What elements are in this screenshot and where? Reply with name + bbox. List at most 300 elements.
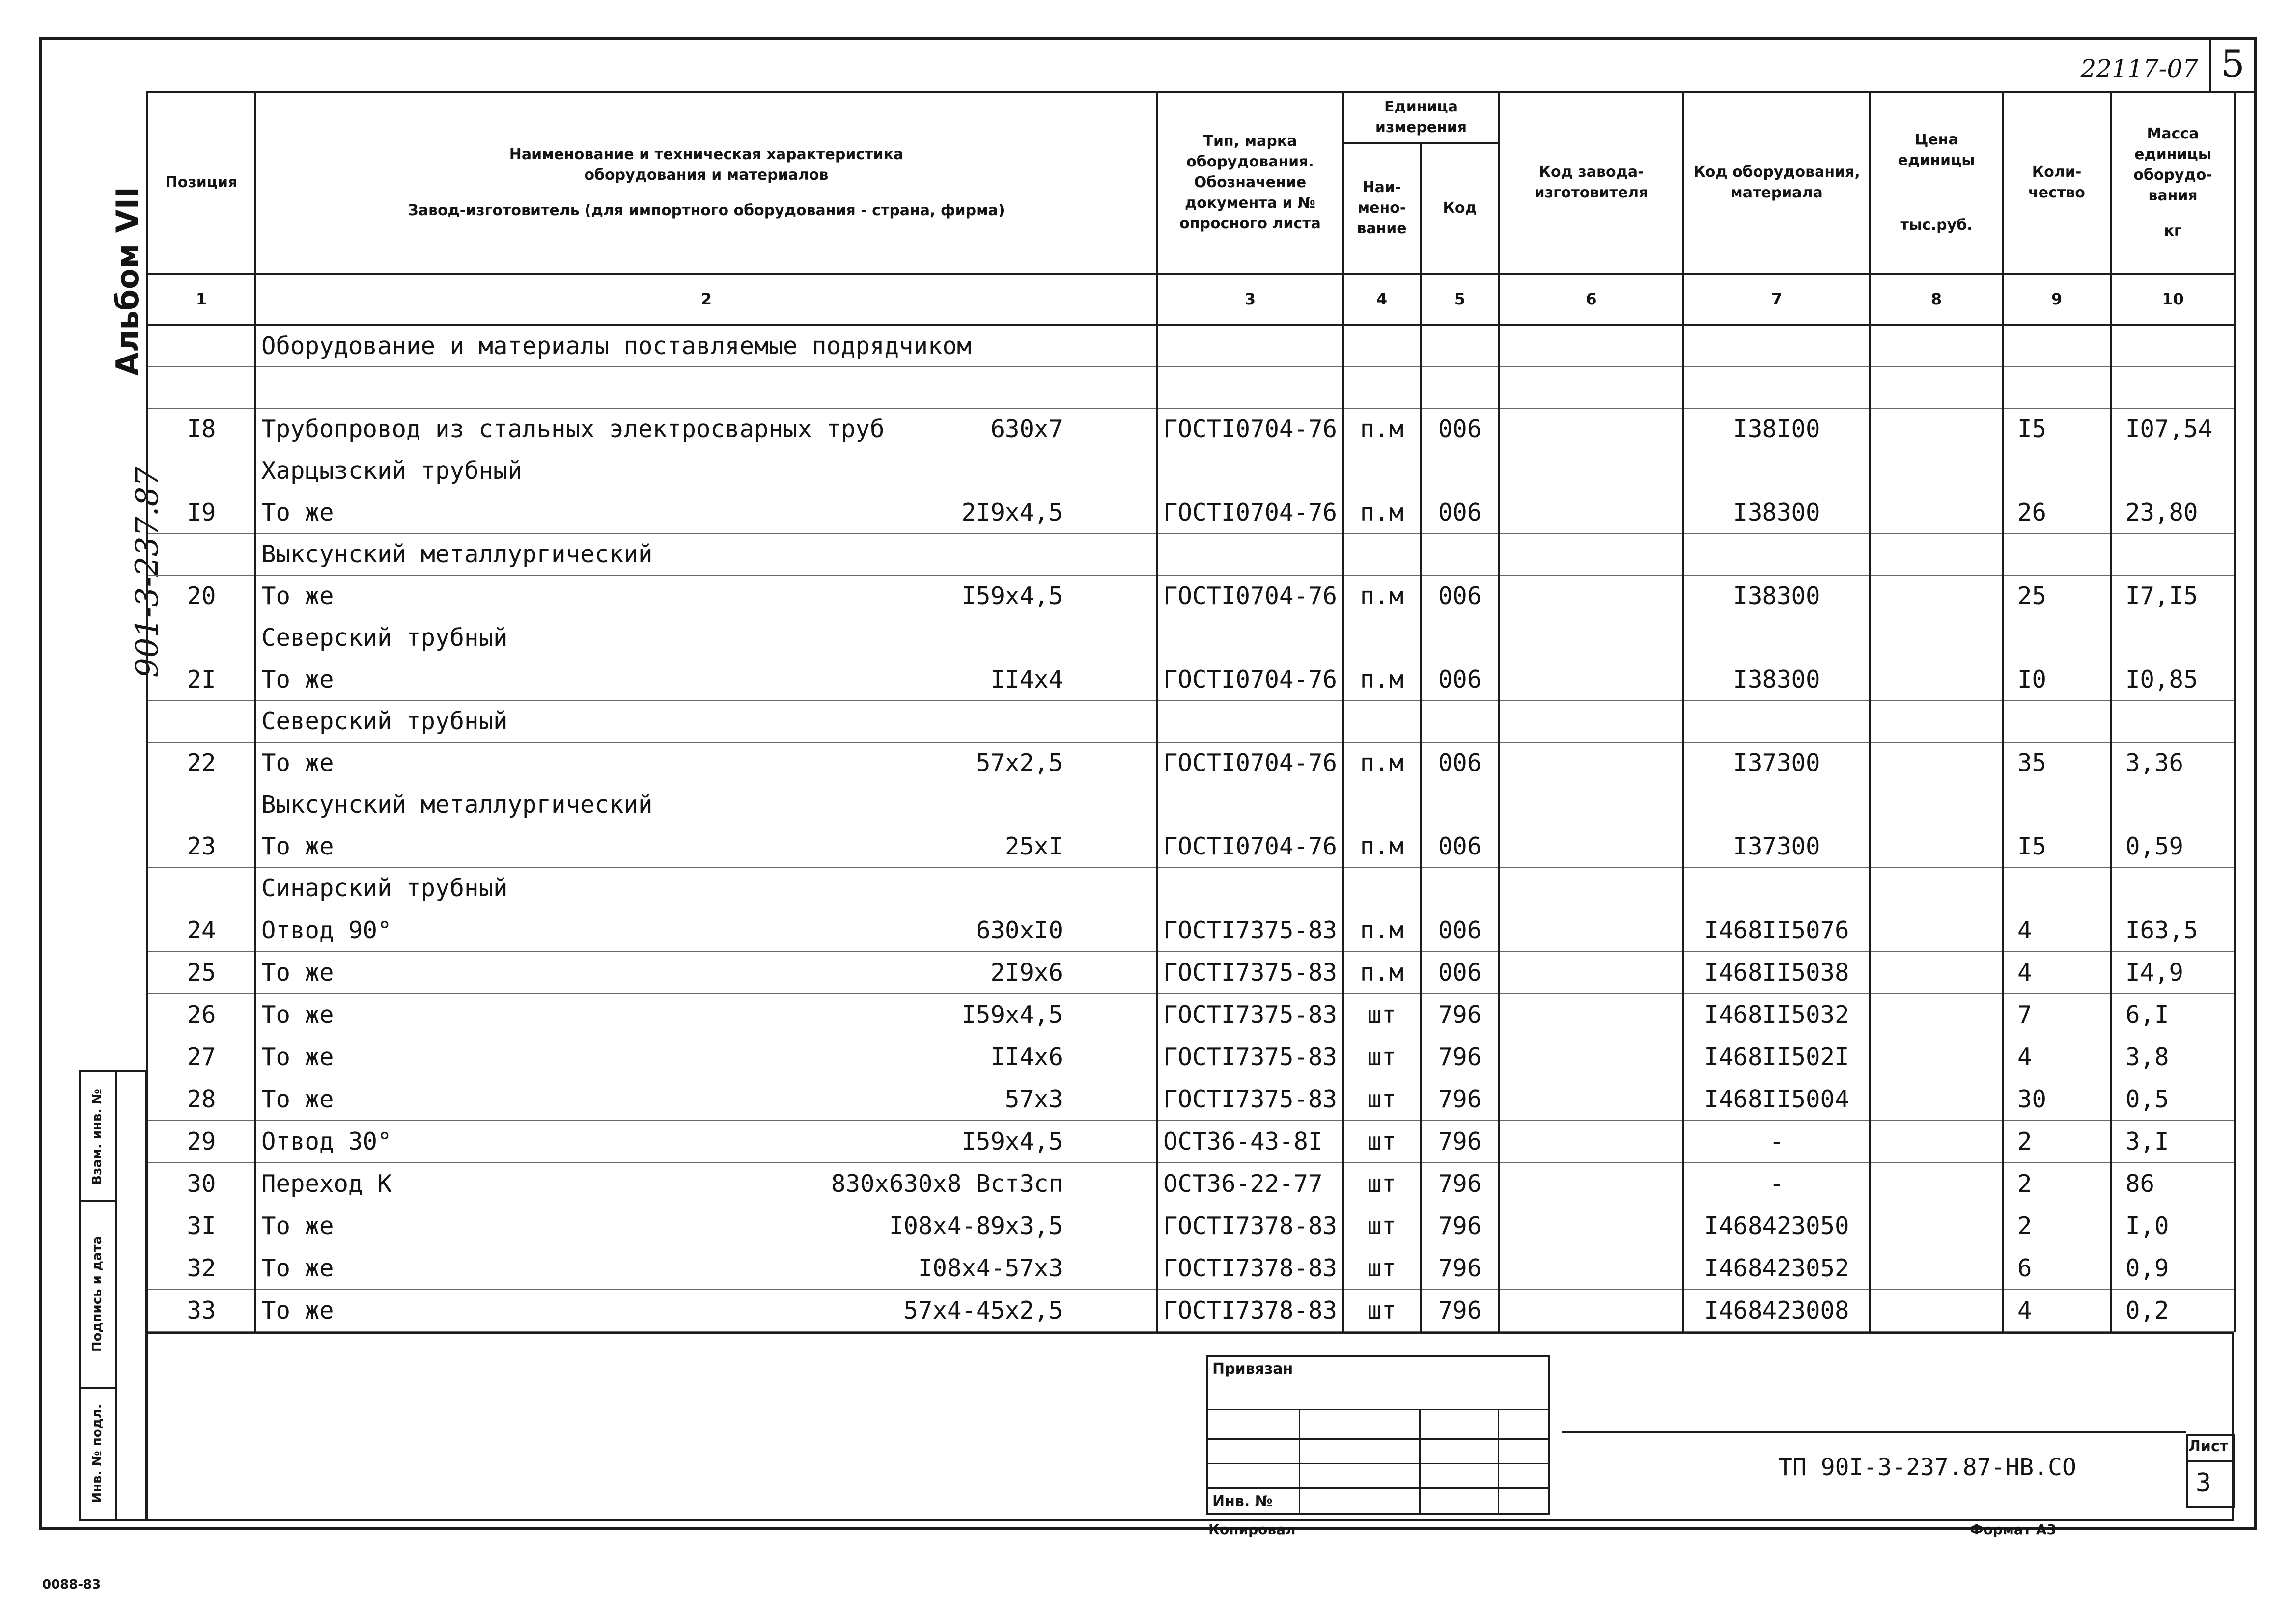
item-name: То же xyxy=(261,1254,334,1282)
cell-unit-name: шт xyxy=(1343,1289,1421,1331)
cell-quantity xyxy=(2003,617,2111,659)
cell-maker-code xyxy=(1499,1205,1683,1247)
item-name: Выксунский металлургический xyxy=(261,791,653,819)
item-name: То же xyxy=(261,1085,334,1113)
cell-position: I8 xyxy=(147,408,255,450)
cell-unit-name: п.м xyxy=(1343,659,1421,700)
cell-unit-name: п.м xyxy=(1343,742,1421,784)
cell-price xyxy=(1870,1289,2003,1331)
item-dimensions: II4x6 xyxy=(990,1043,1063,1071)
cell-type: ГОСТI7378-83 xyxy=(1157,1289,1343,1331)
header-mass-unit: кг xyxy=(2164,222,2182,240)
cell-equipment-code: - xyxy=(1683,1162,1870,1205)
cell-unit-code: 796 xyxy=(1421,1205,1499,1247)
cell-type: ГОСТI0704-76 xyxy=(1157,659,1343,700)
table-row xyxy=(147,951,2235,993)
item-name: То же xyxy=(261,749,334,777)
item-name: То же xyxy=(261,1000,334,1029)
cell-name xyxy=(255,1162,1157,1205)
cell-mass xyxy=(2111,533,2235,575)
header-mass xyxy=(2111,92,2235,274)
cell-type: ГОСТI0704-76 xyxy=(1157,492,1343,533)
header-name-line3: Завод-изготовитель (для импортного оборудования - страна, фирма) xyxy=(408,202,1005,219)
cell-unit-code: 796 xyxy=(1421,1036,1499,1078)
cell-unit-code: 006 xyxy=(1421,408,1499,450)
item-dimensions: 57x3 xyxy=(1005,1085,1063,1113)
header-type: Тип, марка оборудования. Обозначение документа и № опросного листа xyxy=(1157,92,1343,274)
cell-maker-code xyxy=(1499,408,1683,450)
binding-divider xyxy=(1498,1409,1499,1513)
column-number-row xyxy=(147,274,2235,325)
cell-unit-name xyxy=(1343,450,1421,492)
table-row xyxy=(147,408,2235,450)
cell-mass xyxy=(2111,617,2235,659)
cell-unit-code: 796 xyxy=(1421,993,1499,1036)
cell-type: ГОСТI0704-76 xyxy=(1157,575,1343,617)
cell-unit-name: п.м xyxy=(1343,575,1421,617)
cell-position: 25 xyxy=(147,951,255,993)
table-row xyxy=(147,1120,2235,1162)
cell-unit-name xyxy=(1343,617,1421,659)
cell-position: I9 xyxy=(147,492,255,533)
table-row xyxy=(147,826,2235,867)
cell-type: ГОСТI7375-83 xyxy=(1157,993,1343,1036)
item-name: То же xyxy=(261,832,334,860)
item-name: Выксунский металлургический xyxy=(261,540,653,568)
cell-equipment-code: I468423052 xyxy=(1683,1247,1870,1289)
cell-quantity: 4 xyxy=(2003,1036,2111,1078)
cell-price xyxy=(1870,700,2003,742)
cell-unit-name: шт xyxy=(1343,1205,1421,1247)
cell-position: 26 xyxy=(147,993,255,1036)
item-name: Трубопровод из стальных электросварных труб xyxy=(261,415,885,443)
cell-unit-name: п.м xyxy=(1343,492,1421,533)
table-body xyxy=(147,325,2235,1331)
item-dimensions: I08x4-57x3 xyxy=(918,1254,1063,1282)
cell-unit-code: 796 xyxy=(1421,1289,1499,1331)
cell-quantity: I5 xyxy=(2003,826,2111,867)
cell-maker-code xyxy=(1499,909,1683,951)
cell-name xyxy=(255,450,1157,492)
form-code: 0088-83 xyxy=(42,1577,101,1592)
cell-unit-name xyxy=(1343,325,1421,366)
cell-type xyxy=(1157,867,1343,909)
cell-unit-code xyxy=(1421,325,1499,366)
cell-quantity xyxy=(2003,867,2111,909)
cell-maker-code xyxy=(1499,492,1683,533)
specification-table xyxy=(146,91,2236,1332)
cell-quantity: I5 xyxy=(2003,408,2111,450)
cell-quantity xyxy=(2003,366,2111,408)
cell-mass: 3,I xyxy=(2111,1120,2235,1162)
cell-position: 22 xyxy=(147,742,255,784)
cell-name xyxy=(255,909,1157,951)
cell-equipment-code xyxy=(1683,325,1870,366)
cell-name xyxy=(255,993,1157,1036)
cell-unit-code: 006 xyxy=(1421,659,1499,700)
cell-maker-code xyxy=(1499,1289,1683,1331)
header-equipment-code: Код оборудования, материала xyxy=(1683,92,1870,274)
table-row xyxy=(147,1289,2235,1331)
cell-unit-name: шт xyxy=(1343,1120,1421,1162)
cell-equipment-code: I38I00 xyxy=(1683,408,1870,450)
item-name: Северский трубный xyxy=(261,624,508,652)
cell-maker-code xyxy=(1499,659,1683,700)
item-dimensions: II4x4 xyxy=(990,665,1063,693)
cell-position: 28 xyxy=(147,1078,255,1120)
cell-price xyxy=(1870,450,2003,492)
column-number: 4 xyxy=(1343,274,1421,325)
cell-price xyxy=(1870,1036,2003,1078)
cell-maker-code xyxy=(1499,366,1683,408)
table-row xyxy=(147,659,2235,700)
cell-equipment-code: - xyxy=(1683,1120,1870,1162)
cell-type: ГОСТI7378-83 xyxy=(1157,1205,1343,1247)
cell-type: ГОСТI7375-83 xyxy=(1157,1036,1343,1078)
cell-quantity: 4 xyxy=(2003,1289,2111,1331)
cell-name xyxy=(255,826,1157,867)
item-name: То же xyxy=(261,1296,334,1324)
item-name: Харцызский трубный xyxy=(261,457,523,485)
cell-quantity: 6 xyxy=(2003,1247,2111,1289)
header-price-label: Цена единицы xyxy=(1898,131,1975,169)
header-price-unit: тыс.руб. xyxy=(1900,217,1973,234)
cell-price xyxy=(1870,867,2003,909)
cell-equipment-code: I37300 xyxy=(1683,742,1870,784)
cell-maker-code xyxy=(1499,450,1683,492)
cell-unit-name xyxy=(1343,784,1421,826)
cell-name xyxy=(255,742,1157,784)
cell-name xyxy=(255,366,1157,408)
cell-equipment-code xyxy=(1683,450,1870,492)
cell-equipment-code xyxy=(1683,533,1870,575)
cell-unit-name xyxy=(1343,366,1421,408)
copied-label: Копировал xyxy=(1208,1521,1296,1538)
cell-quantity: 7 xyxy=(2003,993,2111,1036)
cell-position xyxy=(147,533,255,575)
cell-unit-name xyxy=(1343,700,1421,742)
cell-quantity: 2 xyxy=(2003,1205,2111,1247)
cell-price xyxy=(1870,659,2003,700)
cell-name xyxy=(255,1289,1157,1331)
cell-name xyxy=(255,700,1157,742)
cell-name xyxy=(255,1247,1157,1289)
cell-price xyxy=(1870,325,2003,366)
cell-mass xyxy=(2111,450,2235,492)
cell-position: 30 xyxy=(147,1162,255,1205)
binding-line xyxy=(1208,1438,1548,1440)
cell-name xyxy=(255,659,1157,700)
strip-label-replacement: Взам. инв. № xyxy=(90,1089,105,1185)
album-label: Альбом VII xyxy=(110,187,145,376)
page-number: 5 xyxy=(2209,37,2257,93)
cell-quantity: 26 xyxy=(2003,492,2111,533)
cell-price xyxy=(1870,1205,2003,1247)
item-dimensions: 2I9x4,5 xyxy=(961,498,1063,526)
cell-position: 20 xyxy=(147,575,255,617)
cell-name xyxy=(255,951,1157,993)
cell-name xyxy=(255,533,1157,575)
cell-equipment-code: I468II5004 xyxy=(1683,1078,1870,1120)
cell-type xyxy=(1157,784,1343,826)
item-name: Синарский трубный xyxy=(261,874,508,902)
cell-price xyxy=(1870,533,2003,575)
cell-equipment-code: I468423008 xyxy=(1683,1289,1870,1331)
cell-unit-code: 796 xyxy=(1421,1162,1499,1205)
cell-name xyxy=(255,1036,1157,1078)
cell-unit-name: шт xyxy=(1343,1247,1421,1289)
cell-unit-name: п.м xyxy=(1343,826,1421,867)
cell-quantity: 25 xyxy=(2003,575,2111,617)
cell-equipment-code xyxy=(1683,867,1870,909)
cell-equipment-code xyxy=(1683,617,1870,659)
cell-quantity xyxy=(2003,450,2111,492)
cell-mass: I,0 xyxy=(2111,1205,2235,1247)
stamp-area xyxy=(146,1332,2234,1521)
sheet-number: 3 xyxy=(2196,1468,2211,1498)
cell-maker-code xyxy=(1499,826,1683,867)
sheet-label: Лист xyxy=(2188,1438,2229,1455)
cell-position xyxy=(147,784,255,826)
cell-position: 23 xyxy=(147,826,255,867)
header-name-line2: оборудования и материалов xyxy=(584,166,829,184)
cell-position: 24 xyxy=(147,909,255,951)
cell-position xyxy=(147,700,255,742)
cell-type: ГОСТI0704-76 xyxy=(1157,826,1343,867)
cell-equipment-code: I38300 xyxy=(1683,492,1870,533)
column-number: 8 xyxy=(1870,274,2003,325)
cell-maker-code xyxy=(1499,1078,1683,1120)
cell-maker-code xyxy=(1499,784,1683,826)
binding-label: Привязан xyxy=(1212,1360,1293,1377)
cell-mass xyxy=(2111,366,2235,408)
item-name: Отвод 30° xyxy=(261,1127,392,1156)
cell-mass: 3,8 xyxy=(2111,1036,2235,1078)
cell-unit-code: 006 xyxy=(1421,492,1499,533)
table-row xyxy=(147,492,2235,533)
left-signature-strip xyxy=(79,1070,147,1521)
cell-price xyxy=(1870,408,2003,450)
cell-name xyxy=(255,1120,1157,1162)
cell-unit-code xyxy=(1421,533,1499,575)
strip-label-original: Инв. № подл. xyxy=(90,1404,105,1503)
cell-quantity: 4 xyxy=(2003,909,2111,951)
cell-unit-code xyxy=(1421,700,1499,742)
item-name: Оборудование и материалы поставляемые подрядчиком xyxy=(261,331,972,360)
cell-type xyxy=(1157,700,1343,742)
item-dimensions: 2I9x6 xyxy=(990,958,1063,987)
cell-price xyxy=(1870,617,2003,659)
strip-cell xyxy=(81,1072,115,1202)
column-number: 3 xyxy=(1157,274,1343,325)
cell-position: 3I xyxy=(147,1205,255,1247)
cell-price xyxy=(1870,1078,2003,1120)
cell-equipment-code xyxy=(1683,784,1870,826)
table-row xyxy=(147,700,2235,742)
binding-box xyxy=(1206,1355,1550,1515)
cell-position xyxy=(147,617,255,659)
cell-type: ОСТ36-43-8I xyxy=(1157,1120,1343,1162)
cell-type: ГОСТI0704-76 xyxy=(1157,408,1343,450)
cell-quantity: 4 xyxy=(2003,951,2111,993)
binding-divider xyxy=(1299,1409,1300,1513)
cell-position: 27 xyxy=(147,1036,255,1078)
strip-label-signature: Подпись и дата xyxy=(90,1236,105,1352)
cell-name xyxy=(255,1205,1157,1247)
cell-price xyxy=(1870,909,2003,951)
strip-cell xyxy=(81,1202,115,1389)
cell-unit-name xyxy=(1343,533,1421,575)
cell-mass xyxy=(2111,867,2235,909)
table-row xyxy=(147,1247,2235,1289)
cell-mass: 86 xyxy=(2111,1162,2235,1205)
cell-mass: 3,36 xyxy=(2111,742,2235,784)
cell-price xyxy=(1870,1162,2003,1205)
item-dimensions: 630xI0 xyxy=(976,916,1063,944)
table-row xyxy=(147,533,2235,575)
cell-maker-code xyxy=(1499,742,1683,784)
cell-mass: I63,5 xyxy=(2111,909,2235,951)
cell-maker-code xyxy=(1499,700,1683,742)
header-quantity: Коли-чество xyxy=(2003,92,2111,274)
cell-unit-name: п.м xyxy=(1343,909,1421,951)
cell-price xyxy=(1870,951,2003,993)
cell-maker-code xyxy=(1499,575,1683,617)
sheet-box-divider xyxy=(2188,1460,2233,1462)
cell-mass xyxy=(2111,784,2235,826)
cell-mass xyxy=(2111,325,2235,366)
item-dimensions: 57x2,5 xyxy=(976,749,1063,777)
binding-line xyxy=(1208,1409,1548,1410)
cell-unit-code: 796 xyxy=(1421,1078,1499,1120)
cell-quantity: 2 xyxy=(2003,1162,2111,1205)
cell-mass: 0,59 xyxy=(2111,826,2235,867)
header-unit: Единица измерения xyxy=(1343,92,1499,143)
table-row xyxy=(147,1078,2235,1120)
inventory-label: Инв. № xyxy=(1212,1493,1273,1510)
cell-position: 2I xyxy=(147,659,255,700)
item-dimensions: I08x4-89x3,5 xyxy=(889,1211,1063,1240)
cell-quantity: 2 xyxy=(2003,1120,2111,1162)
item-name: То же xyxy=(261,1211,334,1240)
header-unit-code: Код xyxy=(1421,143,1499,274)
cell-quantity: 35 xyxy=(2003,742,2111,784)
cell-unit-name: шт xyxy=(1343,1036,1421,1078)
cell-equipment-code: I38300 xyxy=(1683,659,1870,700)
cell-position: 33 xyxy=(147,1289,255,1331)
header-mass-label: Масса единицы оборудо-вания xyxy=(2133,125,2212,204)
header-maker-code: Код завода-изготовителя xyxy=(1499,92,1683,274)
cell-mass: I4,9 xyxy=(2111,951,2235,993)
table-row xyxy=(147,1036,2235,1078)
drawing-code: ТП 90I-3-237.87-НВ.СО xyxy=(1778,1454,2076,1481)
cell-type: ГОСТI7375-83 xyxy=(1157,909,1343,951)
cell-maker-code xyxy=(1499,1036,1683,1078)
item-name: То же xyxy=(261,958,334,987)
table-row xyxy=(147,993,2235,1036)
item-name: Отвод 90° xyxy=(261,916,392,944)
table-row xyxy=(147,784,2235,826)
cell-equipment-code: I468II502I xyxy=(1683,1036,1870,1078)
cell-position xyxy=(147,325,255,366)
table-row xyxy=(147,325,2235,366)
cell-unit-code: 006 xyxy=(1421,909,1499,951)
cell-position xyxy=(147,867,255,909)
cell-position xyxy=(147,366,255,408)
item-name: То же xyxy=(261,665,334,693)
cell-maker-code xyxy=(1499,325,1683,366)
cell-name xyxy=(255,325,1157,366)
cell-name xyxy=(255,1078,1157,1120)
cell-price xyxy=(1870,784,2003,826)
cell-price xyxy=(1870,366,2003,408)
cell-price xyxy=(1870,1247,2003,1289)
cell-unit-code: 006 xyxy=(1421,742,1499,784)
top-document-number: 22117-07 xyxy=(2080,55,2198,83)
cell-type xyxy=(1157,325,1343,366)
cell-name xyxy=(255,617,1157,659)
column-number: 7 xyxy=(1683,274,1870,325)
table-row xyxy=(147,742,2235,784)
cell-type: ГОСТI7375-83 xyxy=(1157,951,1343,993)
cell-mass: 6,I xyxy=(2111,993,2235,1036)
item-name: Северский трубный xyxy=(261,707,508,735)
header-name xyxy=(255,92,1157,274)
item-name: То же xyxy=(261,498,334,526)
column-number: 1 xyxy=(147,274,255,325)
side-document-number: 901-3-237.87 xyxy=(129,466,166,678)
header-name-line1: Наименование и техническая характеристика xyxy=(509,146,904,163)
cell-type: ГОСТI7375-83 xyxy=(1157,1078,1343,1120)
cell-unit-code: 006 xyxy=(1421,951,1499,993)
item-dimensions: I59x4,5 xyxy=(961,1127,1063,1156)
cell-maker-code xyxy=(1499,1247,1683,1289)
item-name: То же xyxy=(261,582,334,610)
cell-position xyxy=(147,450,255,492)
cell-mass: 0,5 xyxy=(2111,1078,2235,1120)
cell-unit-code xyxy=(1421,366,1499,408)
cell-unit-code: 006 xyxy=(1421,826,1499,867)
cell-type xyxy=(1157,366,1343,408)
cell-unit-code xyxy=(1421,450,1499,492)
cell-maker-code xyxy=(1499,533,1683,575)
column-number: 6 xyxy=(1499,274,1683,325)
table-row xyxy=(147,1205,2235,1247)
item-dimensions: I59x4,5 xyxy=(961,582,1063,610)
cell-unit-name: п.м xyxy=(1343,408,1421,450)
cell-type xyxy=(1157,533,1343,575)
cell-mass: 0,9 xyxy=(2111,1247,2235,1289)
item-dimensions: 25xI xyxy=(1005,832,1063,860)
cell-mass: 0,2 xyxy=(2111,1289,2235,1331)
cell-name xyxy=(255,408,1157,450)
cell-equipment-code: I468II5076 xyxy=(1683,909,1870,951)
table-row xyxy=(147,867,2235,909)
cell-equipment-code: I37300 xyxy=(1683,826,1870,867)
cell-unit-name: шт xyxy=(1343,1078,1421,1120)
cell-type xyxy=(1157,617,1343,659)
item-name: То же xyxy=(261,1043,334,1071)
cell-quantity xyxy=(2003,533,2111,575)
cell-unit-code: 796 xyxy=(1421,1120,1499,1162)
binding-divider xyxy=(1419,1409,1421,1513)
table-row xyxy=(147,1162,2235,1205)
format-label: Формат А3 xyxy=(1970,1521,2056,1538)
cell-maker-code xyxy=(1499,951,1683,993)
cell-price xyxy=(1870,492,2003,533)
cell-position: 29 xyxy=(147,1120,255,1162)
cell-unit-code: 006 xyxy=(1421,575,1499,617)
